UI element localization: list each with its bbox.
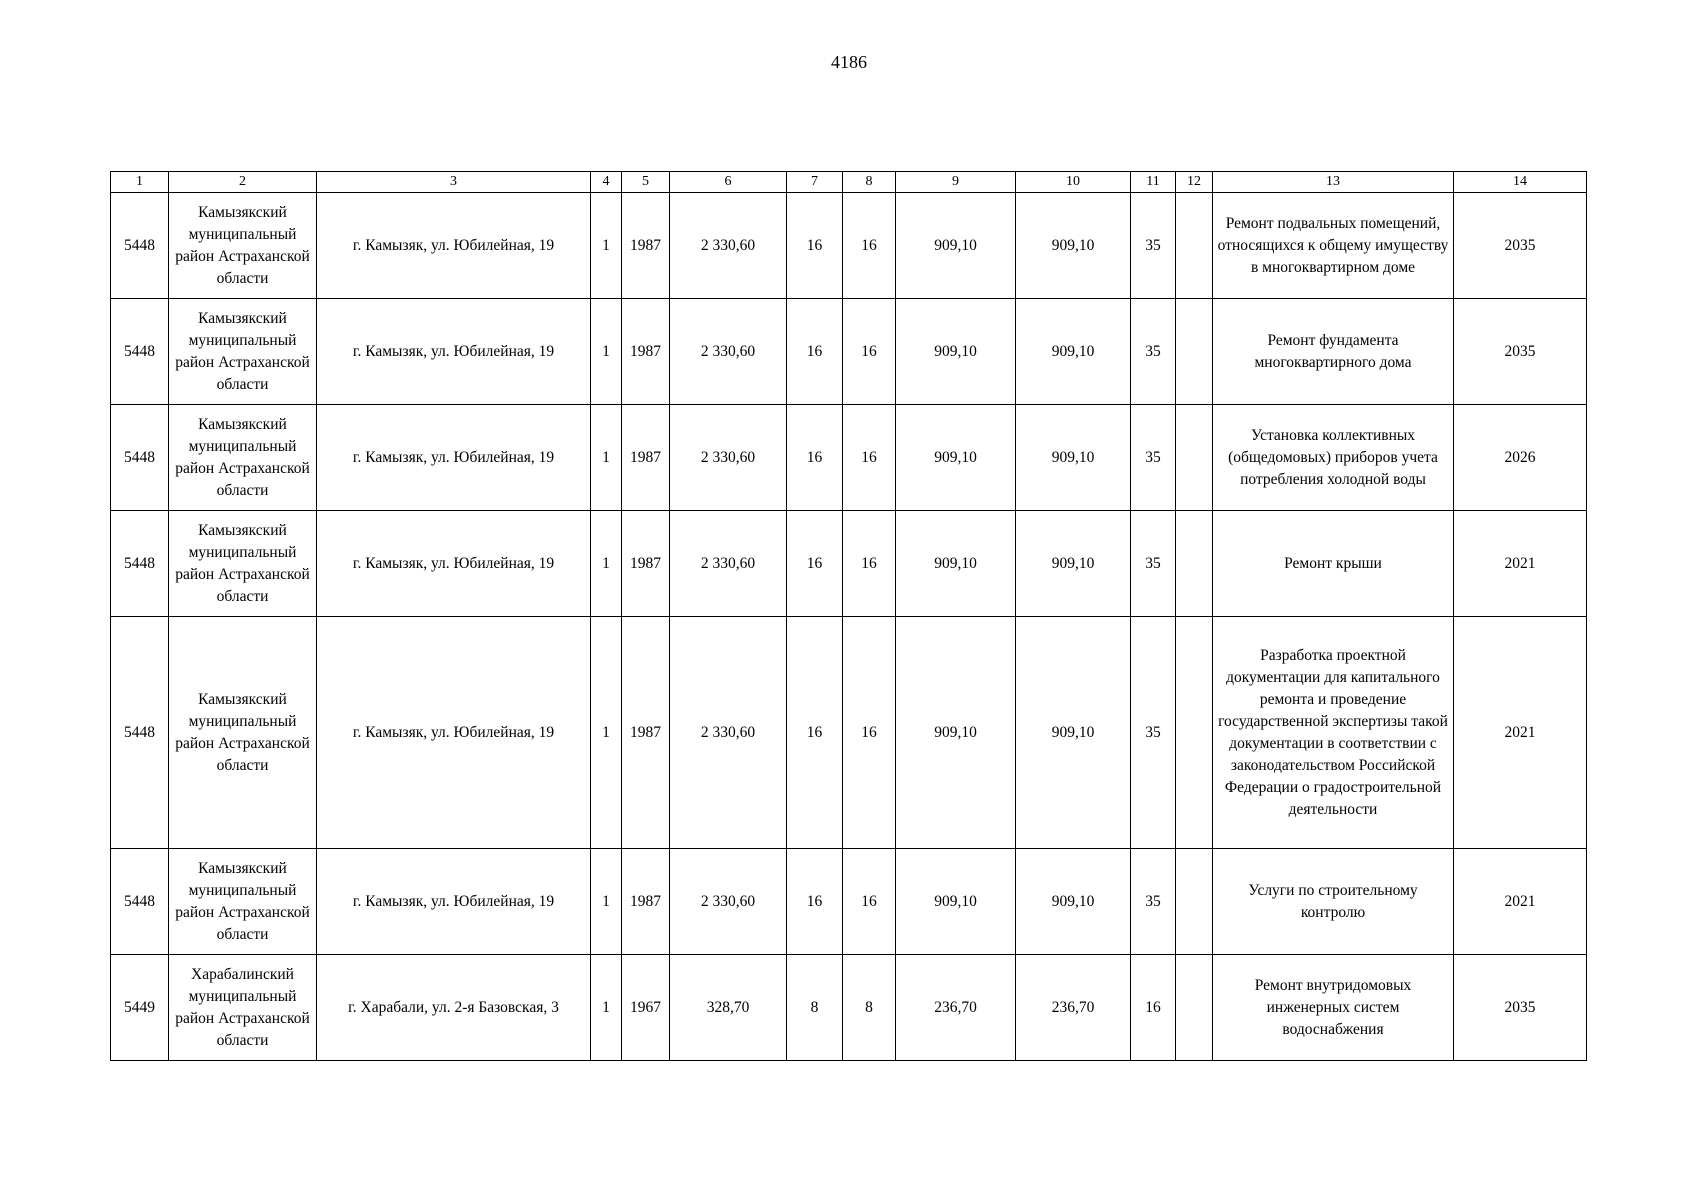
- cell-work-type: Разработка проектной документации для капитального ремонта и проведение государственной экспертизы такой документации в соответствии с законодательством Российской Федерации о градостроительной деятельности: [1213, 617, 1454, 849]
- cell-year: 1987: [622, 193, 670, 299]
- cell-col11: 35: [1131, 193, 1176, 299]
- cell-col9: 909,10: [896, 299, 1016, 405]
- cell-area-total: 2 330,60: [670, 511, 787, 617]
- cell-col12: [1176, 405, 1213, 511]
- cell-col11: 35: [1131, 617, 1176, 849]
- cell-address: г. Камызяк, ул. Юбилейная, 19: [317, 617, 591, 849]
- cell-id: 5448: [111, 511, 169, 617]
- cell-col9: 909,10: [896, 193, 1016, 299]
- cell-area-total: 2 330,60: [670, 849, 787, 955]
- cell-col10: 909,10: [1016, 193, 1131, 299]
- cell-col9: 909,10: [896, 405, 1016, 511]
- cell-col10: 909,10: [1016, 511, 1131, 617]
- cell-col7: 16: [787, 193, 843, 299]
- cell-address: г. Харабали, ул. 2-я Базовская, 3: [317, 955, 591, 1061]
- cell-plan-year: 2035: [1454, 193, 1587, 299]
- cell-col4: 1: [591, 849, 622, 955]
- cell-col8: 16: [843, 405, 896, 511]
- cell-col11: 35: [1131, 511, 1176, 617]
- cell-plan-year: 2021: [1454, 617, 1587, 849]
- col-header: 11: [1131, 172, 1176, 193]
- cell-municipality: Камызякский муниципальный район Астраханской области: [169, 193, 317, 299]
- col-header: 14: [1454, 172, 1587, 193]
- cell-id: 5448: [111, 849, 169, 955]
- cell-work-type: Услуги по строительному контролю: [1213, 849, 1454, 955]
- cell-municipality: Камызякский муниципальный район Астраханской области: [169, 511, 317, 617]
- cell-work-type: Ремонт подвальных помещений, относящихся к общему имуществу в многоквартирном доме: [1213, 193, 1454, 299]
- cell-col12: [1176, 193, 1213, 299]
- cell-address: г. Камызяк, ул. Юбилейная, 19: [317, 511, 591, 617]
- cell-municipality: Камызякский муниципальный район Астраханской области: [169, 849, 317, 955]
- cell-area-total: 2 330,60: [670, 405, 787, 511]
- col-header: 12: [1176, 172, 1213, 193]
- cell-col8: 16: [843, 849, 896, 955]
- col-header: 8: [843, 172, 896, 193]
- cell-address: г. Камызяк, ул. Юбилейная, 19: [317, 405, 591, 511]
- cell-col4: 1: [591, 193, 622, 299]
- cell-col10: 236,70: [1016, 955, 1131, 1061]
- cell-plan-year: 2021: [1454, 849, 1587, 955]
- cell-address: г. Камызяк, ул. Юбилейная, 19: [317, 849, 591, 955]
- cell-col10: 909,10: [1016, 617, 1131, 849]
- col-header: 4: [591, 172, 622, 193]
- table-row: [111, 617, 1587, 849]
- cell-col7: 16: [787, 405, 843, 511]
- cell-municipality: Харабалинский муниципальный район Астраханской области: [169, 955, 317, 1061]
- cell-col8: 16: [843, 511, 896, 617]
- col-header: 5: [622, 172, 670, 193]
- header-row: [111, 172, 1587, 193]
- cell-col4: 1: [591, 405, 622, 511]
- cell-col10: 909,10: [1016, 405, 1131, 511]
- cell-year: 1967: [622, 955, 670, 1061]
- cell-year: 1987: [622, 405, 670, 511]
- table-row: [111, 849, 1587, 955]
- cell-work-type: Ремонт фундамента многоквартирного дома: [1213, 299, 1454, 405]
- cell-id: 5448: [111, 193, 169, 299]
- cell-work-type: Ремонт крыши: [1213, 511, 1454, 617]
- cell-plan-year: 2021: [1454, 511, 1587, 617]
- table-row: [111, 955, 1587, 1061]
- cell-year: 1987: [622, 299, 670, 405]
- cell-area-total: 2 330,60: [670, 617, 787, 849]
- cell-col10: 909,10: [1016, 299, 1131, 405]
- cell-col4: 1: [591, 955, 622, 1061]
- page-number: 4186: [831, 52, 867, 72]
- col-header: 3: [317, 172, 591, 193]
- cell-col4: 1: [591, 617, 622, 849]
- cell-col9: 909,10: [896, 511, 1016, 617]
- cell-address: г. Камызяк, ул. Юбилейная, 19: [317, 299, 591, 405]
- cell-plan-year: 2026: [1454, 405, 1587, 511]
- cell-col4: 1: [591, 299, 622, 405]
- col-header: 13: [1213, 172, 1454, 193]
- cell-col7: 8: [787, 955, 843, 1061]
- cell-col11: 35: [1131, 849, 1176, 955]
- cell-col12: [1176, 955, 1213, 1061]
- cell-year: 1987: [622, 849, 670, 955]
- table-row: [111, 405, 1587, 511]
- cell-col9: 909,10: [896, 617, 1016, 849]
- cell-id: 5448: [111, 617, 169, 849]
- register-table: [110, 171, 1587, 1061]
- cell-col9: 236,70: [896, 955, 1016, 1061]
- cell-col12: [1176, 511, 1213, 617]
- cell-municipality: Камызякский муниципальный район Астраханской области: [169, 299, 317, 405]
- cell-id: 5448: [111, 299, 169, 405]
- cell-col4: 1: [591, 511, 622, 617]
- cell-id: 5448: [111, 405, 169, 511]
- col-header: 10: [1016, 172, 1131, 193]
- cell-col8: 8: [843, 955, 896, 1061]
- cell-plan-year: 2035: [1454, 955, 1587, 1061]
- table-body: [111, 193, 1587, 1061]
- cell-work-type: Установка коллективных (общедомовых) приборов учета потребления холодной воды: [1213, 405, 1454, 511]
- cell-municipality: Камызякский муниципальный район Астраханской области: [169, 405, 317, 511]
- col-header: 6: [670, 172, 787, 193]
- col-header: 9: [896, 172, 1016, 193]
- cell-area-total: 2 330,60: [670, 299, 787, 405]
- cell-col11: 35: [1131, 299, 1176, 405]
- table-row: [111, 193, 1587, 299]
- cell-col12: [1176, 849, 1213, 955]
- cell-year: 1987: [622, 511, 670, 617]
- col-header: 2: [169, 172, 317, 193]
- cell-col8: 16: [843, 299, 896, 405]
- cell-work-type: Ремонт внутридомовых инженерных систем водоснабжения: [1213, 955, 1454, 1061]
- col-header: 7: [787, 172, 843, 193]
- cell-col8: 16: [843, 193, 896, 299]
- cell-col7: 16: [787, 617, 843, 849]
- cell-address: г. Камызяк, ул. Юбилейная, 19: [317, 193, 591, 299]
- cell-id: 5449: [111, 955, 169, 1061]
- cell-col7: 16: [787, 511, 843, 617]
- cell-col7: 16: [787, 849, 843, 955]
- table-header: [111, 172, 1587, 193]
- cell-area-total: 2 330,60: [670, 193, 787, 299]
- cell-col11: 16: [1131, 955, 1176, 1061]
- cell-col12: [1176, 617, 1213, 849]
- cell-area-total: 328,70: [670, 955, 787, 1061]
- cell-year: 1987: [622, 617, 670, 849]
- table-row: [111, 299, 1587, 405]
- cell-col12: [1176, 299, 1213, 405]
- cell-plan-year: 2035: [1454, 299, 1587, 405]
- cell-municipality: Камызякский муниципальный район Астраханской области: [169, 617, 317, 849]
- cell-col9: 909,10: [896, 849, 1016, 955]
- table-row: [111, 511, 1587, 617]
- cell-col10: 909,10: [1016, 849, 1131, 955]
- cell-col11: 35: [1131, 405, 1176, 511]
- col-header: 1: [111, 172, 169, 193]
- cell-col8: 16: [843, 617, 896, 849]
- cell-col7: 16: [787, 299, 843, 405]
